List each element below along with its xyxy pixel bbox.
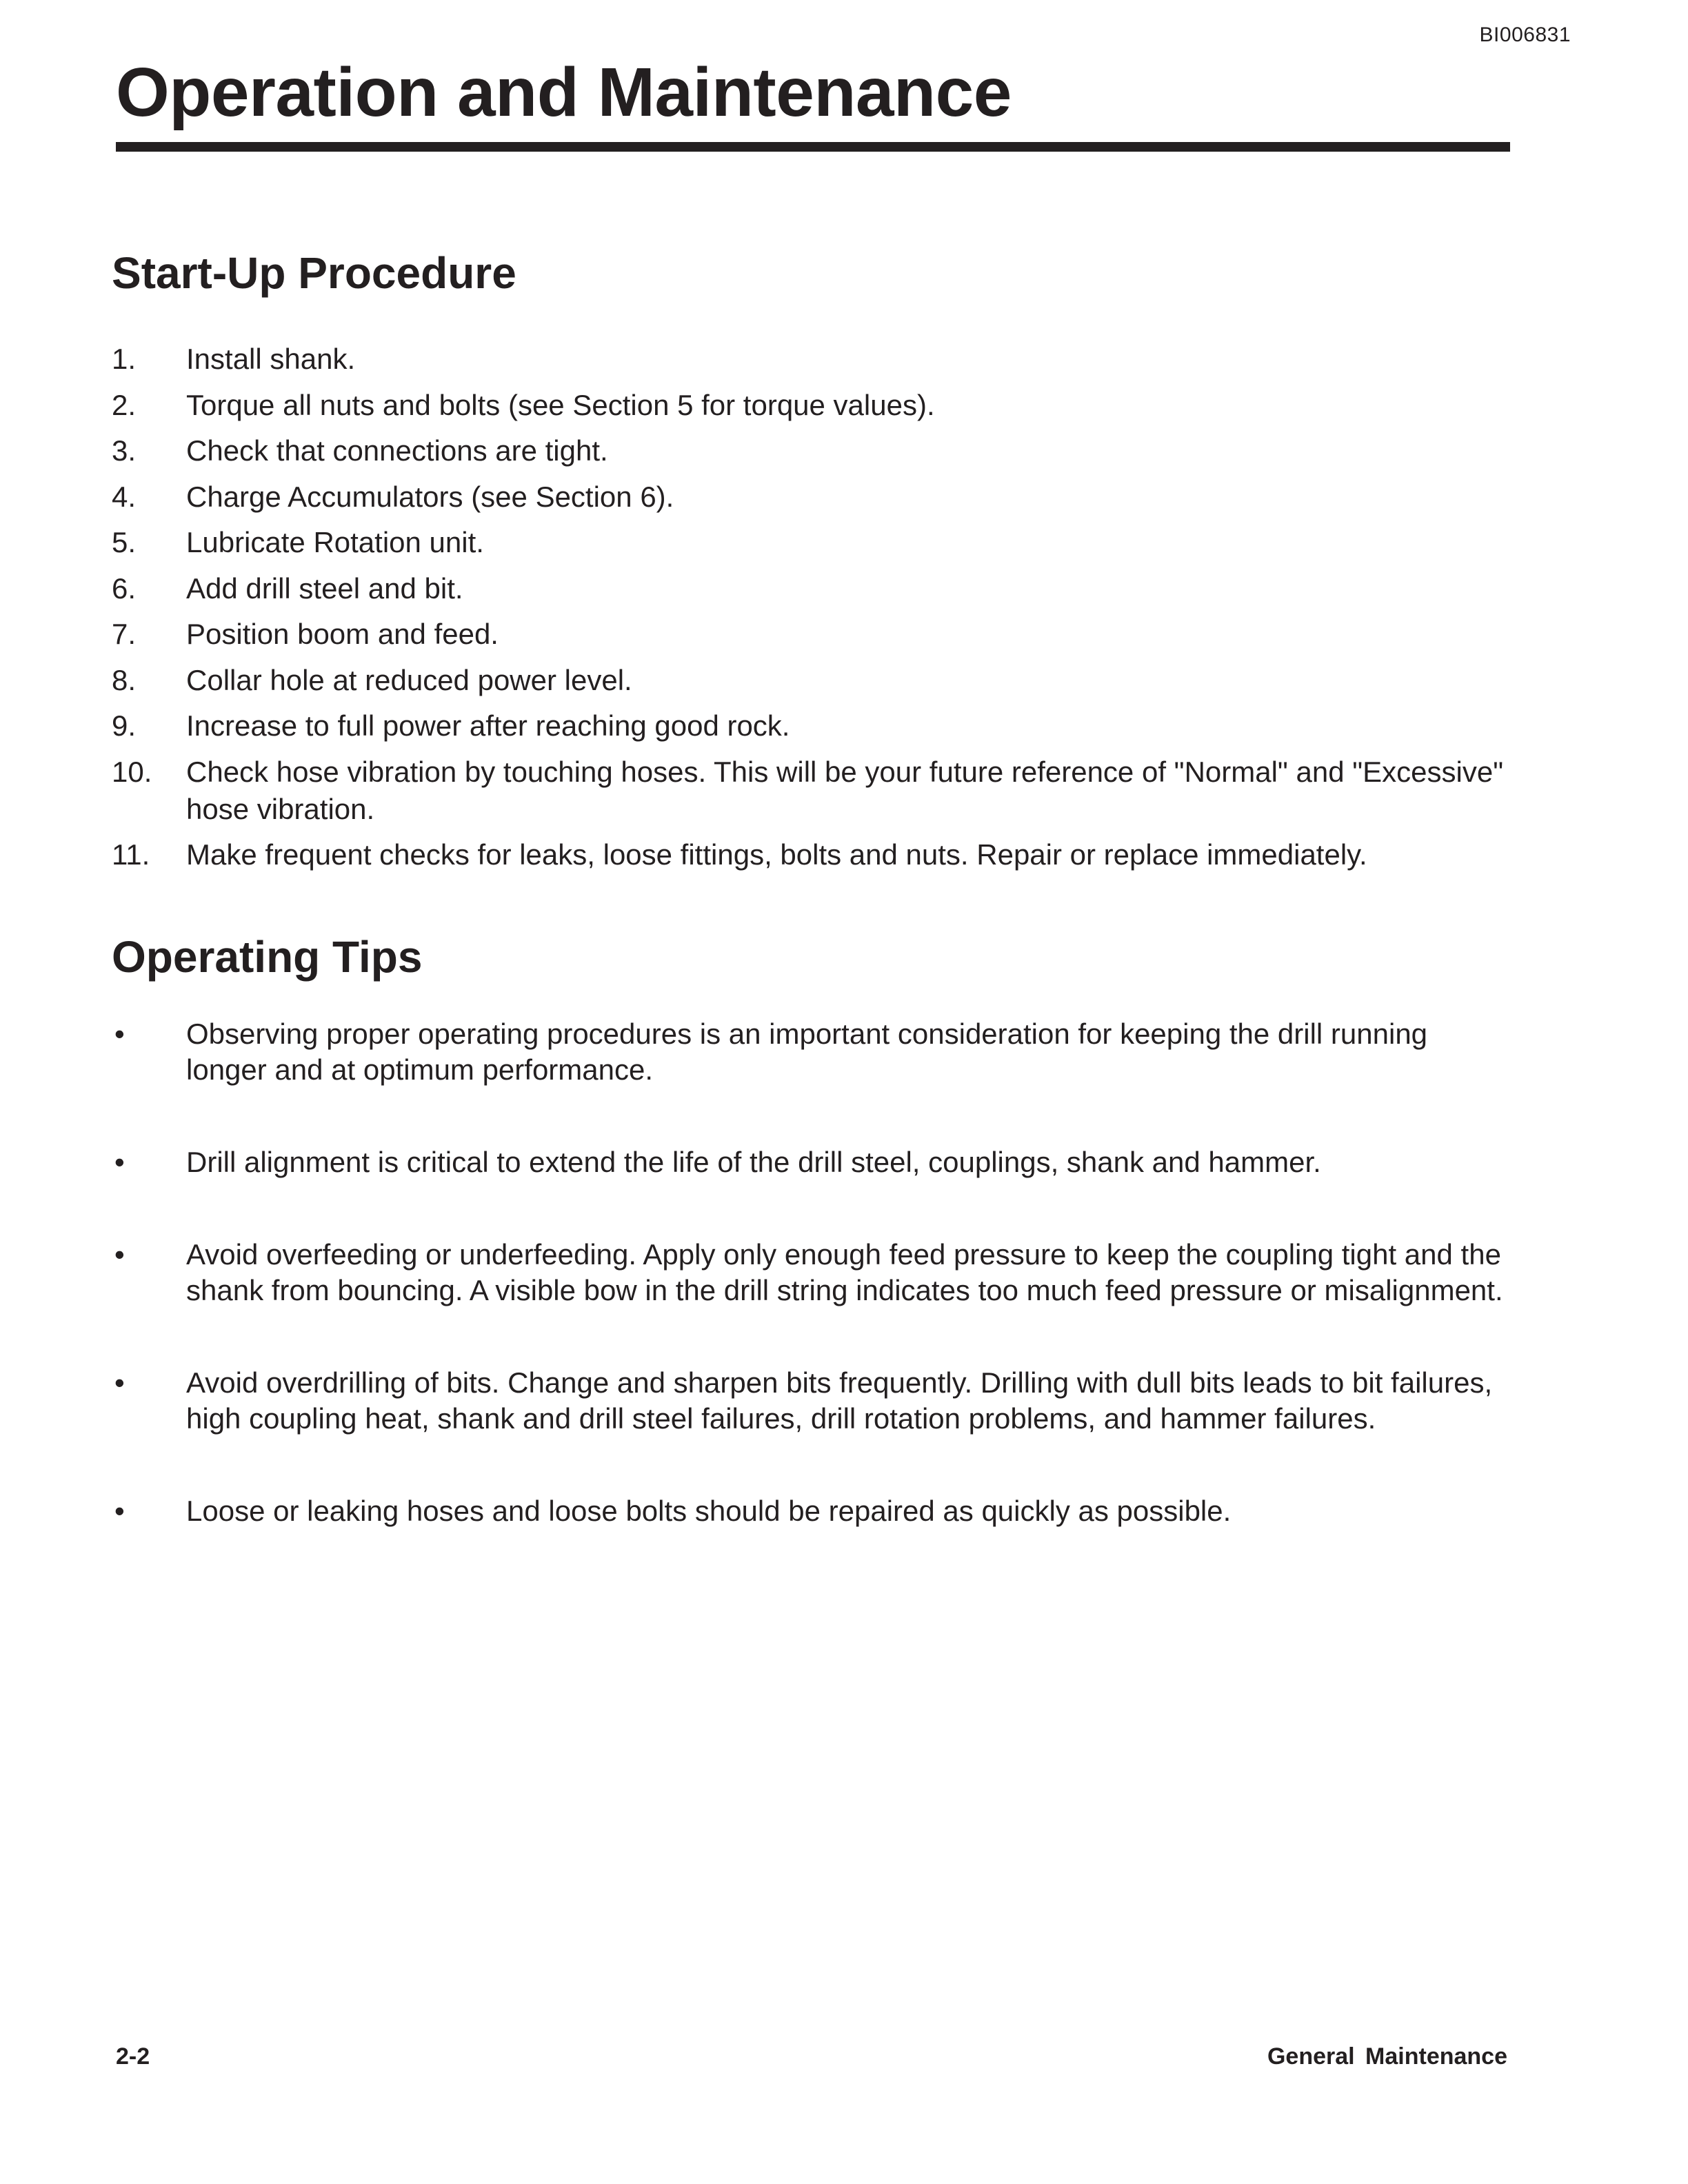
startup-step	[112, 754, 1511, 828]
tip-text: Observing proper operating procedures is an important consideration for keeping the drill running longer and at optimum performance.	[186, 1018, 1428, 1086]
page-title: Operation and Maintenance	[116, 54, 1012, 131]
step-number: 10.	[112, 755, 152, 788]
step-text: Position boom and feed.	[186, 618, 499, 650]
step-text: Install shank.	[186, 343, 356, 375]
startup-step	[112, 524, 1511, 561]
bullet-icon: •	[114, 1366, 125, 1399]
document-id: BI006831	[1479, 23, 1571, 46]
step-number: 4.	[112, 480, 137, 513]
startup-step	[112, 478, 1511, 516]
bullet-icon: •	[114, 1018, 125, 1050]
startup-step	[112, 836, 1511, 873]
startup-step	[112, 616, 1511, 653]
startup-step	[112, 662, 1511, 699]
tip-item	[112, 1016, 1511, 1088]
startup-step	[112, 707, 1511, 745]
step-number: 5.	[112, 526, 137, 558]
step-text: Increase to full power after reaching good rock.	[186, 709, 790, 742]
bullet-icon: •	[114, 1146, 125, 1178]
startup-step	[112, 387, 1511, 424]
step-text: Collar hole at reduced power level.	[186, 663, 632, 696]
step-number: 6.	[112, 572, 137, 605]
tip-item	[112, 1493, 1511, 1529]
step-number: 3.	[112, 434, 137, 467]
step-text: Torque all nuts and bolts (see Section 5 for torque values).	[186, 388, 935, 421]
step-number: 2.	[112, 388, 137, 421]
step-number: 8.	[112, 663, 137, 696]
tip-text: Avoid overfeeding or underfeeding. Apply only enough feed pressure to keep the coupling tight and the shank from bouncing. A visible bow in the drill string indicates too much feed pressure or misalignment.	[186, 1238, 1503, 1306]
tip-item	[112, 1144, 1511, 1180]
footer-section-title: General Maintenance	[1267, 2043, 1507, 2070]
bullet-icon: •	[114, 1238, 125, 1271]
bullet-icon: •	[114, 1495, 125, 1527]
step-text: Make frequent checks for leaks, loose fittings, bolts and nuts. Repair or replace immediately.	[186, 838, 1367, 871]
step-number: 7.	[112, 618, 137, 650]
step-text: Charge Accumulators (see Section 6).	[186, 480, 674, 513]
step-number: 1.	[112, 343, 137, 375]
step-text: Add drill steel and bit.	[186, 572, 463, 605]
title-rule	[116, 142, 1510, 152]
step-text: Check hose vibration by touching hoses. This will be your future reference of "Normal" and "Excessive" hose vibration.	[186, 755, 1504, 825]
step-number: 11.	[112, 838, 150, 871]
startup-step	[112, 341, 1511, 378]
step-number: 9.	[112, 709, 137, 742]
tip-text: Loose or leaking hoses and loose bolts should be repaired as quickly as possible.	[186, 1495, 1232, 1527]
operating-tips-list	[112, 1016, 1511, 1529]
step-text: Check that connections are tight.	[186, 434, 608, 467]
step-text: Lubricate Rotation unit.	[186, 526, 484, 558]
startup-step	[112, 570, 1511, 607]
tip-text: Avoid overdrilling of bits. Change and sharpen bits frequently. Drilling with dull bits leads to bit failures, high coupling heat, shank and drill steel failures, drill rotation problems, and hammer failures.	[186, 1366, 1493, 1435]
startup-step	[112, 432, 1511, 469]
page-number: 2-2	[116, 2043, 150, 2070]
operating-tips-heading: Operating Tips	[112, 932, 423, 982]
tip-item	[112, 1237, 1511, 1308]
tip-item	[112, 1365, 1511, 1437]
tip-text: Drill alignment is critical to extend the life of the drill steel, couplings, shank and hammer.	[186, 1146, 1321, 1178]
startup-heading: Start-Up Procedure	[112, 248, 516, 298]
startup-steps-list	[112, 341, 1511, 882]
